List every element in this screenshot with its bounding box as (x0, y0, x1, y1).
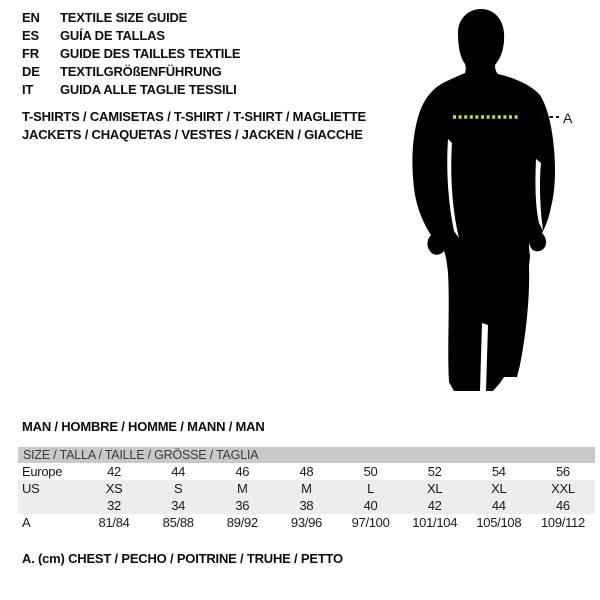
language-label: GUÍA DE TALLAS (60, 28, 165, 43)
size-cell: 85/88 (162, 515, 194, 530)
size-cell: XL (427, 481, 443, 496)
category-line-tshirts: T-SHIRTS / CAMISETAS / T-SHIRT / T-SHIRT / MAGLIETTE (22, 109, 366, 124)
size-cell: 34 (171, 498, 186, 513)
size-cell: 46 (235, 464, 250, 479)
size-cell: 50 (363, 464, 378, 479)
size-cell: 97/100 (351, 515, 390, 530)
row-label: US (22, 481, 40, 496)
language-code: FR (22, 46, 39, 61)
language-code: IT (22, 82, 34, 97)
size-cell: 42 (427, 498, 442, 513)
size-cell: 36 (235, 498, 250, 513)
size-cell: 109/112 (540, 515, 585, 530)
size-table (18, 447, 595, 531)
row-label: Europe (22, 464, 63, 479)
size-cell: 42 (107, 464, 121, 479)
size-cell: 48 (299, 464, 314, 479)
size-cell: 46 (556, 498, 570, 513)
size-cell: 89/92 (226, 515, 258, 530)
size-cell: 44 (171, 464, 186, 479)
size-cell: XL (491, 481, 507, 496)
language-row (22, 45, 240, 63)
size-cell: 101/104 (412, 515, 458, 530)
size-cell: 52 (427, 464, 442, 479)
table-row (18, 480, 595, 497)
language-row (22, 63, 240, 81)
language-list (22, 9, 240, 99)
size-cell: 32 (107, 498, 121, 513)
language-row (22, 9, 240, 27)
table-row (18, 463, 595, 480)
footnote: A. (cm) CHEST / PECHO / POITRINE / TRUHE / PETTO (22, 551, 343, 566)
size-cell: 44 (491, 498, 506, 513)
size-cell: M (237, 481, 248, 496)
size-table-header: SIZE / TALLA / TAILLE / GRÖSSE / TAGLIA (18, 447, 595, 463)
size-cell: 40 (363, 498, 378, 513)
size-cell: 38 (299, 498, 314, 513)
size-cell: S (174, 481, 183, 496)
size-cell: XXL (551, 481, 575, 496)
size-cell: XS (105, 481, 123, 496)
size-cell: M (301, 481, 312, 496)
size-cell: 93/96 (290, 515, 322, 530)
row-label: A (22, 515, 31, 530)
category-heading (22, 108, 366, 144)
language-label: GUIDE DES TAILLES TEXTILE (60, 46, 241, 61)
size-cell: 54 (491, 464, 506, 479)
measurement-label-a: A (563, 110, 573, 126)
man-silhouette (403, 5, 580, 395)
language-code: DE (22, 64, 40, 79)
row-label (18, 497, 82, 514)
language-row (22, 27, 240, 45)
size-cell: 56 (556, 464, 570, 479)
table-row (18, 514, 595, 531)
language-label: GUIDA ALLE TAGLIE TESSILI (60, 82, 237, 97)
table-row (18, 497, 595, 514)
size-cell: L (367, 481, 375, 496)
language-code: ES (22, 28, 39, 43)
category-line-jackets: JACKETS / CHAQUETAS / VESTES / JACKEN / GIACCHE (22, 127, 363, 142)
language-label: TEXTILGRÖßENFÜHRUNG (60, 64, 222, 79)
language-row (22, 81, 240, 99)
language-label: TEXTILE SIZE GUIDE (60, 10, 188, 25)
language-code: EN (22, 10, 40, 25)
size-cell: 105/108 (476, 515, 522, 530)
section-title: MAN / HOMBRE / HOMME / MANN / MAN (22, 419, 265, 434)
size-table-body (18, 463, 595, 531)
size-cell: 81/84 (98, 515, 130, 530)
